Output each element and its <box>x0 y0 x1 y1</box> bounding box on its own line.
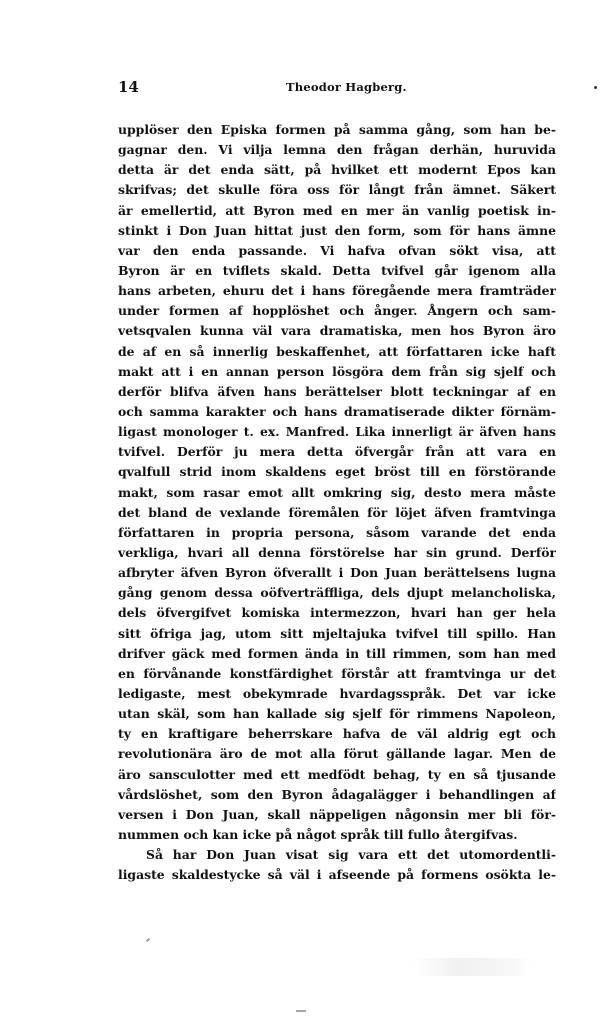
library-stamp-smudge <box>412 958 532 976</box>
text-line: de af en så innerlig beskaffenhet, att författaren icke haft <box>118 343 556 359</box>
text-line: versen i Don Juan, skall näppeligen någonsin mer bli för- <box>118 806 556 822</box>
text-line: ty en kraftigare beherrskare hafva de väl aldrig egt och <box>118 726 556 742</box>
text-line: Så har Don Juan visat sig vara ett det utomordentli- <box>146 847 556 863</box>
text-line: afbryter äfven Byron öfverallt i Don Juan berättelsens lugna <box>118 565 556 581</box>
text-line: vårdslöshet, som den Byron ådagalägger i behandlingen af <box>118 786 556 802</box>
page-number: 14 <box>118 78 139 96</box>
body-text <box>118 120 556 885</box>
text-line: qvalfull strid inom skaldens eget bröst till en förstörande <box>118 464 556 480</box>
print-speck <box>594 86 597 89</box>
text-line: gång genom dessa oöfverträffliga, dels djupt melancholiska, <box>118 585 556 601</box>
text-line: verkliga, hvari all denna förstörelse har sin grund. Derför <box>118 544 556 560</box>
text-line: detta är det enda sätt, på hvilket ett modernt Epos kan <box>118 162 556 178</box>
text-line: dels öfvergifvet komiska intermezzon, hvari han ger hela <box>118 605 556 621</box>
text-line: derför blifva äfven hans berättelser blott teckningar af en <box>118 383 556 399</box>
text-line: är emellertid, att Byron med en mer än vanlig poetisk in- <box>118 202 556 218</box>
text-line: gagnar den. Vi vilja lemna den frågan derhän, huruvida <box>118 142 556 158</box>
text-line: drifver gäck med formen ända in till rimmen, som han med <box>118 645 556 661</box>
text-line: revolutionära äro de mot alla förut gällande lagar. Men de <box>118 746 556 762</box>
text-line: och samma karakter och hans dramatiserade dikter förnäm- <box>118 403 556 419</box>
text-line: nummen och kan icke på något språk till fullo återgifvas. <box>118 826 518 842</box>
text-line: makt att i en annan person lösgöra dem från sig sjelf och <box>118 363 556 379</box>
page-header <box>118 78 558 102</box>
text-line: hans arbeten, ehuru det i hans föregående mera framträder <box>118 283 556 299</box>
text-line: ligaste skaldestycke så väl i afseende på formens osökta le- <box>118 867 556 883</box>
text-line: tvifvel. Derför ju mera detta öfvergår från att vara en <box>118 444 556 460</box>
running-head: Theodor Hagberg. <box>286 80 407 94</box>
text-line: ledigaste, mest obekymrade hvardagsspråk. Det var icke <box>118 685 556 701</box>
text-line: var den enda passande. Vi hafva ofvan sökt visa, att <box>118 242 556 258</box>
text-line: under formen af hopplöshet och ånger. Ångern och sam- <box>118 303 556 319</box>
text-line: upplöser den Episka formen på samma gång, som han be- <box>118 122 556 137</box>
text-line: en förvånande konstfärdighet förstår att framtvinga ur det <box>118 665 556 681</box>
text-line: makt, som rasar emot allt omkring sig, desto mera måste <box>118 484 556 500</box>
text-line: ligast monologer t. ex. Manfred. Lika innerligt är äfven hans <box>118 424 556 440</box>
text-line: äro sansculotter med ett medfödt behag, ty en så tjusande <box>118 766 556 782</box>
text-line: skrifvas; det skulle föra oss för långt från ämnet. Säkert <box>118 182 556 198</box>
text-line: sitt öfriga jag, utom sitt mjeltajuka tvifvel till spillo. Han <box>118 625 556 641</box>
text-line: författaren in propria persona, såsom varande det enda <box>118 524 556 540</box>
text-line: utan skäl, som han kallade sig sjelf för rimmens Napoleon, <box>118 706 556 722</box>
text-line: Byron är en tviflets skald. Detta tvifvel går igenom alla <box>118 262 556 278</box>
text-line: vetsqvalen kunna väl vara dramatiska, men hos Byron äro <box>118 323 556 339</box>
print-speck <box>296 1010 306 1012</box>
text-line: det bland de vexlande föremålen för löjet äfven framtvinga <box>118 504 556 520</box>
text-line: stinkt i Don Juan hittat just den form, som för hans ämne <box>118 222 556 238</box>
print-speck <box>146 938 150 942</box>
